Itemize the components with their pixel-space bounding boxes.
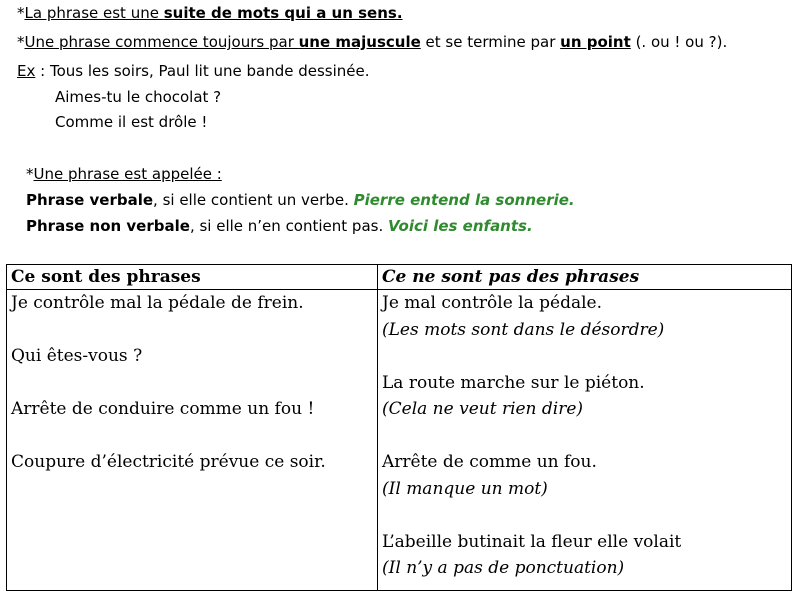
non-sentence-example: Je mal contrôle la pédale. <box>382 293 603 313</box>
rule-bold-capital: une majuscule <box>298 33 421 51</box>
rule-suffix: (. ou ! ou ?). <box>630 33 728 51</box>
rule-capital-and-period <box>17 32 727 52</box>
rule-prefix: Une phrase commence toujours par <box>24 33 299 51</box>
non-sentence-reason: (Il manque un mot) <box>382 478 548 499</box>
spacer <box>11 370 373 397</box>
verbal-example: Pierre entend la sonnerie. <box>353 191 575 209</box>
nonverbal-description: , si elle n’en contient pas. <box>189 217 388 235</box>
verbal-term: Phrase verbale <box>26 191 154 209</box>
spacer <box>11 423 373 450</box>
rule-bold-period: un point <box>560 33 631 51</box>
example-separator: : <box>35 62 50 80</box>
table-row <box>7 290 792 591</box>
types-heading-text: Une phrase est appelée : <box>33 165 222 183</box>
rule-middle: et se termine par <box>420 33 561 51</box>
non-sentence-reason: (Cela ne veut rien dire) <box>382 399 584 419</box>
table-header-row <box>7 265 792 290</box>
sentence-example: Je contrôle mal la pédale de frein. <box>11 293 304 313</box>
nonverbal-term: Phrase non verbale <box>26 217 190 235</box>
sentences-column <box>7 290 378 591</box>
rule-prefix: La phrase est une <box>24 4 164 22</box>
types-heading <box>26 164 222 184</box>
rule-bold: suite de mots qui a un sens. <box>163 4 403 22</box>
non-sentence-example: L’abeille butinait la fleur elle volait <box>382 531 682 552</box>
header-not-sentences: Ce ne sont pas des phrases <box>378 265 792 290</box>
example-line-3: Comme il est drôle ! <box>55 113 208 131</box>
nonverbal-sentence-definition <box>26 216 533 236</box>
rule-text <box>25 4 403 22</box>
example-label: Ex <box>17 62 36 80</box>
rule-sentence-meaning <box>17 3 403 23</box>
example-line-2: Aimes-tu le chocolat ? <box>55 88 222 106</box>
example-sentence: Tous les soirs, Paul lit une bande dessinée. <box>49 62 370 80</box>
spacer <box>382 502 787 529</box>
non-sentence-example: La route marche sur le piéton. <box>382 372 645 393</box>
rule-star: * <box>17 33 25 51</box>
types-star: * <box>26 165 34 183</box>
rule-text <box>25 33 421 51</box>
rule-star: * <box>17 4 25 22</box>
header-sentences: Ce sont des phrases <box>7 265 378 290</box>
sentence-example: Coupure d’électricité prévue ce soir. <box>11 452 326 472</box>
sentence-example: Qui êtes-vous ? <box>11 346 143 366</box>
non-sentence-reason: (Les mots sont dans le désordre) <box>382 319 665 340</box>
nonverbal-example: Voici les enfants. <box>388 217 533 235</box>
spacer <box>382 343 787 370</box>
sentence-comparison-table <box>6 264 792 591</box>
example-line-1 <box>17 61 370 81</box>
non-sentence-reason: (Il n’y a pas de ponctuation) <box>382 558 625 578</box>
verbal-sentence-definition <box>26 190 575 210</box>
verbal-description: , si elle contient un verbe. <box>153 191 354 209</box>
spacer <box>382 423 787 450</box>
not-sentences-column <box>378 290 792 591</box>
non-sentence-example: Arrête de comme un fou. <box>382 452 597 472</box>
spacer <box>11 317 373 344</box>
sentence-example: Arrête de conduire comme un fou ! <box>11 399 315 419</box>
